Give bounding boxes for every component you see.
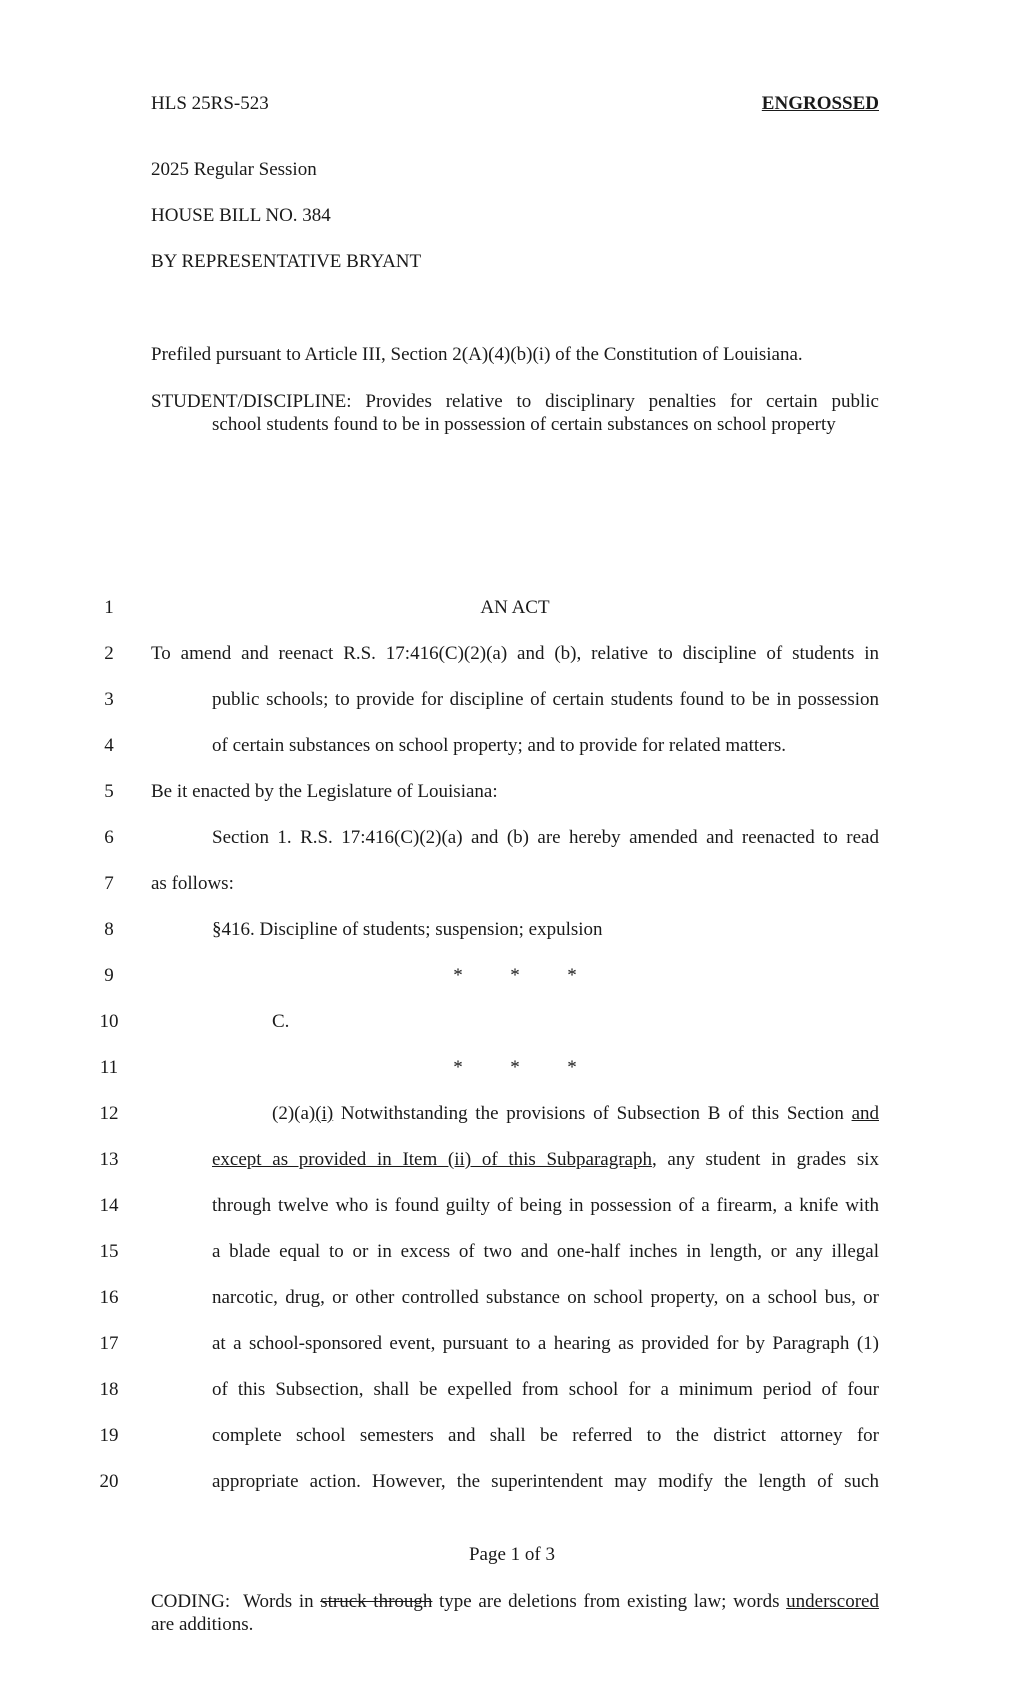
text-segment: (2)(a) xyxy=(272,1103,316,1124)
coding-line: are additions. xyxy=(151,1614,254,1635)
line xyxy=(0,735,1024,765)
line xyxy=(0,1333,1024,1363)
line xyxy=(0,781,1024,811)
line-number: 8 xyxy=(104,919,114,940)
line xyxy=(0,689,1024,719)
line-number: 4 xyxy=(104,735,114,756)
text-segment: type are deletions from existing law; words xyxy=(432,1591,787,1612)
digest xyxy=(151,390,879,436)
line-number: 17 xyxy=(99,1333,119,1354)
line-number: 16 xyxy=(99,1287,119,1308)
digest-line: STUDENT/DISCIPLINE: Provides relative to disciplinary penalties for certain public xyxy=(151,391,879,412)
line-number: 20 xyxy=(99,1471,119,1492)
engrossed-status: ENGROSSED xyxy=(761,93,879,114)
line xyxy=(0,1103,1024,1133)
struck-through-example: struck through xyxy=(320,1591,433,1612)
line-number: 3 xyxy=(104,689,114,710)
line-text: narcotic, drug, or other controlled substance on school property, on a school bus, or xyxy=(212,1287,879,1308)
line-text: Be it enacted by the Legislature of Louisiana: xyxy=(151,781,498,802)
page-number: Page 1 of 3 xyxy=(468,1544,555,1565)
line xyxy=(0,965,1024,995)
line-number: 2 xyxy=(104,643,114,664)
line-number: 11 xyxy=(99,1057,119,1078)
line-number: 12 xyxy=(99,1103,119,1124)
line-number: 15 xyxy=(99,1241,119,1262)
section-heading: §416. Discipline of students; suspension; expulsion xyxy=(212,919,603,940)
line-number: 1 xyxy=(104,597,114,618)
session: 2025 Regular Session xyxy=(151,159,317,180)
line-text: a blade equal to or in excess of two and one-half inches in length, or any illegal xyxy=(212,1241,879,1262)
line-text xyxy=(212,1149,879,1171)
omission-stars: * * * xyxy=(453,965,577,986)
line xyxy=(0,919,1024,949)
line-number: 10 xyxy=(99,1011,119,1032)
act-title: AN ACT xyxy=(480,597,550,618)
coding-line xyxy=(151,1590,879,1613)
text-segment: Notwithstanding the provisions of Subsection B of this Section xyxy=(333,1103,852,1124)
author: BY REPRESENTATIVE BRYANT xyxy=(151,251,422,272)
line-text: public schools; to provide for discipline of certain students found to be in possession xyxy=(212,689,879,710)
line-text: of certain substances on school property; and to provide for related matters. xyxy=(212,735,787,756)
line xyxy=(0,873,1024,903)
text-segment: , any student in grades six xyxy=(652,1149,880,1170)
line-text: at a school-sponsored event, pursuant to a hearing as provided for by Paragraph (1) xyxy=(212,1333,879,1354)
line xyxy=(0,1379,1024,1409)
line xyxy=(0,1287,1024,1317)
line-text: Section 1. R.S. 17:416(C)(2)(a) and (b) are hereby amended and reenacted to read xyxy=(212,827,879,848)
line-text xyxy=(272,1103,879,1125)
line-number: 13 xyxy=(99,1149,119,1170)
omission-stars: * * * xyxy=(453,1057,577,1078)
line xyxy=(0,1241,1024,1271)
line-number: 18 xyxy=(99,1379,119,1400)
underscored-example: underscored xyxy=(786,1591,879,1612)
line xyxy=(0,643,1024,673)
line xyxy=(0,597,1024,627)
line-number: 14 xyxy=(99,1195,119,1216)
line xyxy=(0,1425,1024,1455)
line xyxy=(0,1149,1024,1179)
underlined-addition: (i) xyxy=(315,1103,334,1124)
line-text: through twelve who is found guilty of being in possession of a firearm, a knife with xyxy=(212,1195,879,1216)
text-segment: CODING: Words in xyxy=(151,1591,321,1612)
line-number: 7 xyxy=(104,873,114,894)
line xyxy=(0,1057,1024,1087)
coding-note xyxy=(151,1590,879,1636)
line xyxy=(0,1471,1024,1501)
bill-code: HLS 25RS-523 xyxy=(151,93,269,114)
line-text: complete school semesters and shall be referred to the district attorney for xyxy=(212,1425,879,1446)
bill-number: HOUSE BILL NO. 384 xyxy=(151,205,331,226)
line-text: To amend and reenact R.S. 17:416(C)(2)(a) and (b), relative to discipline of students in xyxy=(151,643,879,664)
line-number: 5 xyxy=(104,781,114,802)
underlined-addition: and xyxy=(851,1103,879,1124)
line xyxy=(0,1011,1024,1041)
line xyxy=(0,827,1024,857)
line-text: of this Subsection, shall be expelled from school for a minimum period of four xyxy=(212,1379,879,1400)
digest-line: school students found to be in possession of certain substances on school property xyxy=(212,414,836,435)
prefiled-note: Prefiled pursuant to Article III, Section 2(A)(4)(b)(i) of the Constitution of Louisiana. xyxy=(151,344,803,365)
line-text: as follows: xyxy=(151,873,234,894)
line-number: 19 xyxy=(99,1425,119,1446)
subsection-label: C. xyxy=(272,1011,290,1032)
line xyxy=(0,1195,1024,1225)
line-number: 6 xyxy=(104,827,114,848)
line-number: 9 xyxy=(104,965,114,986)
line-text: appropriate action. However, the superintendent may modify the length of such xyxy=(212,1471,879,1492)
underlined-addition: except as provided in Item (ii) of this Subparagraph xyxy=(212,1149,652,1170)
